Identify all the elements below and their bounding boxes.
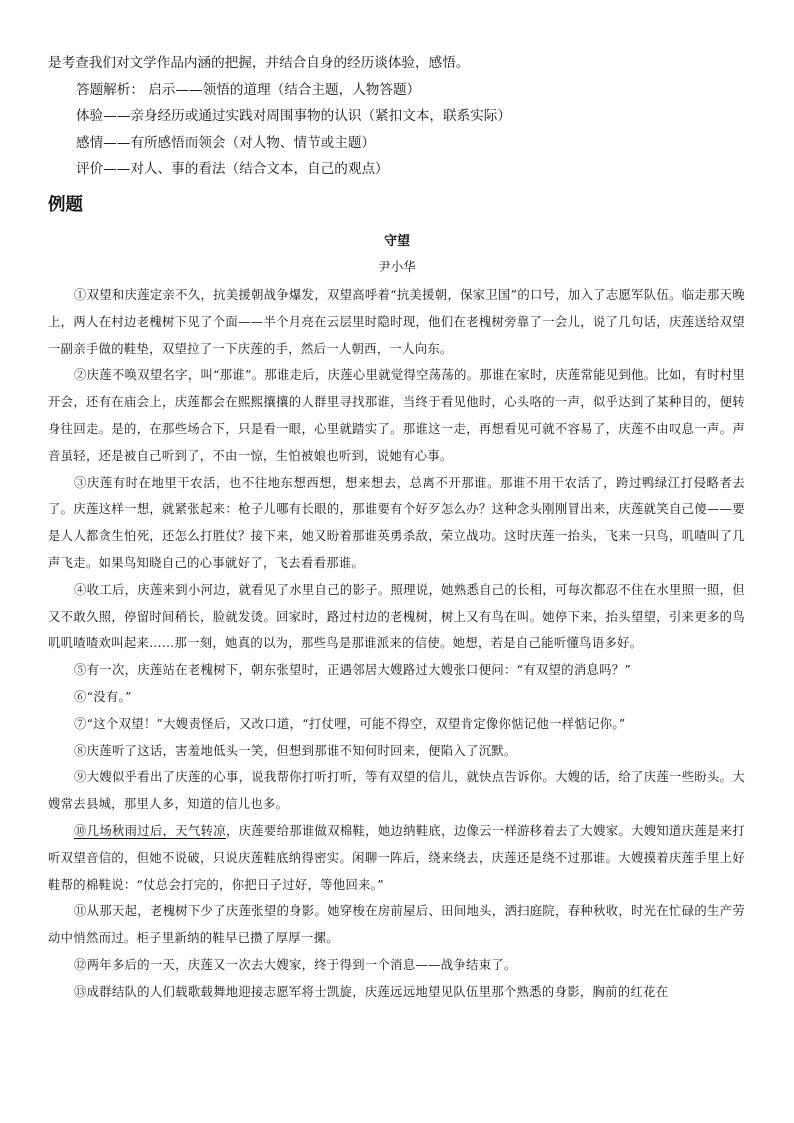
story-body: [48, 282, 745, 1006]
paragraph-9: ⑨大嫂似乎看出了庆莲的心事，说我帮你打听打听，等有双望的信儿，就快点告诉你。大嫂的话，给了庆莲一些盼头。大嫂常去县城，那里人多，知道的信儿也多。: [48, 770, 745, 812]
paragraph-1: ①双望和庆莲定亲不久，抗美援朝战争爆发，双望高呼着“抗美援朝，保家卫国”的口号，加入了志愿军队伍。临走那天晚上，两人在村边老槐树下见了个面——半个月亮在云层里时隐时现，他们在老槐树旁靠了一会儿，说了几句话，庆莲送给双望一副亲手做的鞋垫，双望拉了一下庆莲的手，然后一人朝西，一人向东。: [48, 288, 745, 356]
paragraph-11: ⑪从那天起，老槐树下少了庆莲张望的身影。她穿梭在房前屋后、田间地头，洒扫庭院，春种秋收，时光在忙碌的生产劳动中悄然而过。柜子里新纳的鞋早已攒了厚厚一摞。: [48, 904, 745, 946]
answer-guide: [48, 50, 748, 183]
intro-line: 是考查我们对文学作品内涵的把握，并结合自身的经历谈体验，感悟。: [48, 55, 470, 71]
feeling-line: 感情——有所感悟而领会（对人物、情节或主题）: [76, 134, 376, 151]
story-author: 尹小华: [378, 259, 416, 274]
paragraph-10: [48, 818, 745, 898]
story-title: 守望: [383, 234, 410, 249]
paragraph-13: ⑬成群结队的人们载歌载舞地迎接志愿军将士凯旋，庆莲远远地望见队伍里那个熟悉的身影，胸前的红花在: [74, 984, 669, 999]
paragraph-6: ⑥“没有。”: [74, 689, 132, 704]
experience-line: 体验——亲身经历或通过实践对周围事物的认识（紧扣文本，联系实际）: [76, 108, 511, 124]
paragraph-7: ⑦“这个双望！”大嫂责怪后，又改口道，“打仗哩，可能不得空，双望肯定像你惦记他一样惦记你。”: [74, 716, 626, 731]
answer-analysis-line: 答题解析： 启示——领悟的道理（结合主题，人物答题）: [76, 81, 421, 98]
paragraph-3: ③庆莲有时在地里干农活，也不往地东想西想，想来想去，总离不开那谁。那谁不用干农活了，跨过鸭绿江打侵略者去了。庆莲这样一想，就紧张起来：枪子儿哪有长眼的，那谁要有个好歹怎么办？这种念头刚刚冒出来，庆莲就笑自己傻——要是人人都贪生怕死，还怎么打胜仗？接下来，她又盼着那谁英勇杀敌，荣立战功。这时庆莲一抬头，飞来一只鸟，叽喳叫了几声飞走。如果鸟知晓自己的心事就好了，飞去看看那谁。: [48, 475, 745, 570]
underlined-phrase: ⑩几场秋雨过后，天气转凉: [74, 823, 226, 838]
paragraph-5: ⑤有一次，庆莲站在老槐树下，朝东张望时，正遇邻居大嫂路过大嫂张口便问：“有双望的消息吗？”: [74, 663, 632, 678]
evaluation-line: 评价——对人、事的看法（结合文本，自己的观点）: [76, 161, 389, 177]
paragraph-2: ②庆莲不唤双望名字，叫“那谁”。那谁走后，庆莲心里就觉得空荡荡的。那谁在家时，庆莲常能见到他。比如，有时村里开会，还有在庙会上，庆莲都会在熙熙攘攘的人群里寻找那谁，当终于看见他时，心头咯的一声，似乎达到了某种目的，便转身往回走。是的，在那些场合下，只是看一眼，心里就踏实了。那谁这一走，再想看见可就不容易了，庆莲不由叹息一声。声音虽轻，还是被自己听到了，不由一惊，生怕被娘也听到，说她有心事。: [48, 368, 745, 463]
paragraph-10-text: ，庆莲要给那谁做双棉鞋，她边纳鞋底，边像云一样游移着去了大嫂家。大嫂知道庆莲是来打听双望音信的，但她不说破，只说庆莲鞋底纳得密实。闲聊一阵后，绕来绕去，庆莲还是绕不过那谁。大嫂摸着庆莲手里上好鞋帮的棉鞋说：“仗总会打完的，你把日子过好，等他回来。”: [48, 823, 746, 892]
paragraph-8: ⑧庆莲听了这话，害羞地低头一笑，但想到那谁不知何时回来，便陷入了沉默。: [74, 743, 517, 758]
section-heading: 例题: [48, 195, 83, 215]
paragraph-12: ⑫两年多后的一天，庆莲又一次去大嫂家，终于得到一个消息——战争结束了。: [74, 957, 517, 972]
paragraph-4: ④收工后，庆莲来到小河边，就看见了水里自己的影子。照理说，她熟悉自己的长相，可每次都忍不住在水里照一照，但又不敢久照，停留时间稍长，脸就发烫。回家时，路过村边的老槐树，树上又有鸟在叫。她停下来，抬头望望，引来更多的鸟叽叽喳喳欢叫起来……那一刻，她真的以为，那些鸟是那谁派来的信使。她想，若是自己能听懂鸟语多好。: [48, 582, 745, 651]
